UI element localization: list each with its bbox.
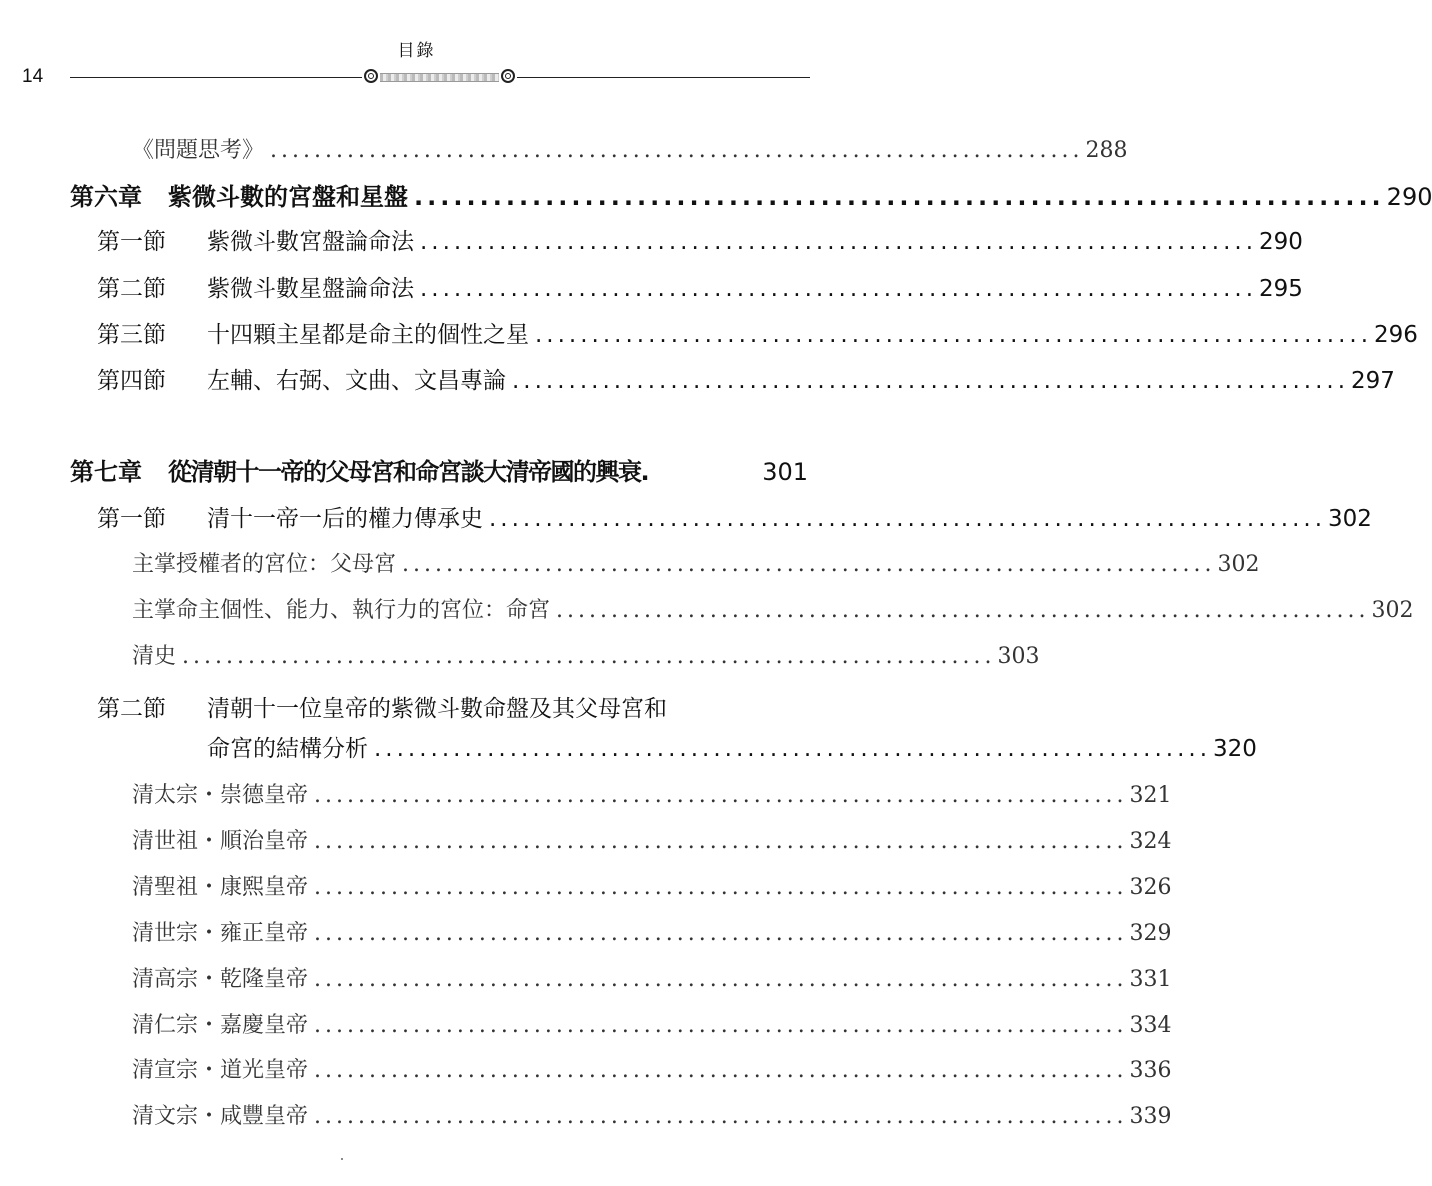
chapter-label: 第七章	[70, 458, 142, 486]
ornament-band	[380, 73, 499, 82]
toc-entry[interactable]	[132, 644, 1040, 669]
toc-entry-title: 清太宗・崇德皇帝	[132, 783, 309, 808]
toc-entry[interactable]	[132, 1058, 1172, 1083]
dot-leader: ..........................................................................	[512, 368, 1350, 394]
section-title: 十四顆主星都是命主的個性之星	[207, 322, 529, 348]
dot-leader: ..........................................................................	[314, 1013, 1128, 1038]
chapter-heading[interactable]	[70, 460, 808, 484]
chapter-page: 301	[762, 458, 808, 486]
toc-entry-title: 主掌命主個性、能力、執行力的宮位：命宮	[132, 598, 551, 623]
dot-leader: ..........................................................................	[420, 276, 1258, 302]
section-title: 左輔、右弼、文曲、文昌專論	[207, 368, 506, 394]
toc-entry[interactable]	[132, 552, 1260, 577]
toc-entry-page: 336	[1129, 1058, 1172, 1083]
toc-entry[interactable]	[132, 598, 1414, 623]
chapter-title: 從清朝十一帝的父母宮和命宮談大清帝國的興衰.	[168, 458, 649, 486]
ornament-ring-icon	[364, 69, 378, 83]
chapter-heading[interactable]	[70, 183, 1432, 211]
section-label: 第四節	[97, 368, 166, 394]
page-number: 14	[22, 66, 44, 87]
header-ornament	[362, 66, 517, 88]
section-page: 320	[1213, 736, 1257, 762]
toc-entry-page: 326	[1129, 875, 1172, 900]
dot-leader: ..........................................................................	[314, 1058, 1128, 1083]
section-label: 第一節	[97, 229, 166, 255]
section-title-line2: 命宮的結構分析	[207, 736, 368, 762]
section-title: 紫微斗數宮盤論命法	[207, 229, 414, 255]
dot-leader: ..........................................................................	[420, 229, 1258, 255]
toc-entry-page: 303	[997, 644, 1040, 669]
section-page: 296	[1374, 322, 1418, 348]
section-entry[interactable]	[97, 506, 1372, 532]
toc-entry[interactable]	[132, 875, 1172, 900]
chapter-label: 第六章	[70, 183, 142, 211]
print-speck	[341, 1158, 343, 1160]
section-entry[interactable]	[97, 322, 1418, 348]
dot-leader: ..........................................................................	[182, 644, 996, 669]
toc-entry-title: 清聖祖・康熙皇帝	[132, 875, 309, 900]
toc-entry[interactable]	[132, 921, 1172, 946]
toc-entry-title: 清高宗・乾隆皇帝	[132, 967, 309, 992]
section-entry[interactable]	[97, 229, 1303, 255]
section-title: 紫微斗數星盤論命法	[207, 276, 414, 302]
dot-leader: ..........................................................................	[314, 875, 1128, 900]
dot-leader: ..........................................................................	[314, 1104, 1128, 1129]
dot-leader: ..........................................................................	[314, 829, 1128, 854]
toc-entry-title: 清文宗・咸豐皇帝	[132, 1104, 309, 1129]
dot-leader: ..........................................................................	[314, 967, 1128, 992]
toc-entry[interactable]	[132, 967, 1172, 992]
chapter-page: 290	[1386, 183, 1432, 211]
dot-leader: ..........................................................................	[314, 921, 1128, 946]
dot-leader: ..........................................................................	[489, 506, 1327, 532]
section-label: 第二節	[97, 696, 166, 722]
toc-entry-title: 清世宗・雍正皇帝	[132, 921, 309, 946]
chapter-title: 紫微斗數的宮盤和星盤	[168, 183, 408, 211]
toc-entry-title: 清史	[132, 644, 177, 669]
section-label: 第二節	[97, 276, 166, 302]
dot-leader: ..........................................................................	[374, 736, 1212, 762]
toc-entry-title: 主掌授權者的宮位：父母宮	[132, 552, 397, 577]
toc-entry-page: 302	[1217, 552, 1260, 577]
dot-leader: ..........................................................................	[314, 783, 1128, 808]
toc-entry[interactable]	[132, 783, 1172, 808]
dot-leader: ..........................................................................	[535, 322, 1373, 348]
dot-leader: ..........................................................................	[270, 138, 1084, 163]
toc-entry-page: 321	[1129, 783, 1172, 808]
toc-entry-page: 329	[1129, 921, 1172, 946]
toc-entry-page: 302	[1371, 598, 1414, 623]
section-label: 第三節	[97, 322, 166, 348]
dot-leader: ..........................................................................	[414, 183, 1385, 211]
toc-entry[interactable]	[132, 1104, 1172, 1129]
toc-entry-page: 288	[1085, 138, 1128, 163]
section-page: 295	[1259, 276, 1303, 302]
toc-entry-title: 清仁宗・嘉慶皇帝	[132, 1013, 309, 1038]
section-page: 290	[1259, 229, 1303, 255]
toc-entry-title: 《問題思考》	[132, 138, 265, 163]
header-rule-right	[517, 77, 810, 78]
toc-entry-page: 339	[1129, 1104, 1172, 1129]
toc-entry[interactable]	[132, 829, 1172, 854]
toc-entry-title: 清宣宗・道光皇帝	[132, 1058, 309, 1083]
section-entry[interactable]	[97, 368, 1395, 394]
dot-leader: ..........................................................................	[556, 598, 1370, 623]
header-rule-left	[70, 77, 362, 78]
section-entry-line2[interactable]	[207, 736, 1257, 762]
toc-entry-title: 清世祖・順治皇帝	[132, 829, 309, 854]
section-label: 第一節	[97, 506, 166, 532]
toc-entry[interactable]	[132, 1013, 1172, 1038]
ornament-ring-icon	[501, 69, 515, 83]
section-page: 302	[1328, 506, 1372, 532]
section-title: 清十一帝一后的權力傳承史	[207, 506, 483, 532]
section-entry-line1[interactable]	[97, 690, 667, 723]
section-page: 297	[1351, 368, 1395, 394]
section-title-line1: 清朝十一位皇帝的紫微斗數命盤及其父母宮和	[207, 696, 667, 722]
toc-entry-page: 331	[1129, 967, 1172, 992]
toc-entry[interactable]	[132, 138, 1128, 163]
running-head: 目錄	[397, 41, 436, 61]
section-entry[interactable]	[97, 276, 1303, 302]
toc-entry-page: 334	[1129, 1013, 1172, 1038]
toc-entry-page: 324	[1129, 829, 1172, 854]
dot-leader: ..........................................................................	[402, 552, 1216, 577]
